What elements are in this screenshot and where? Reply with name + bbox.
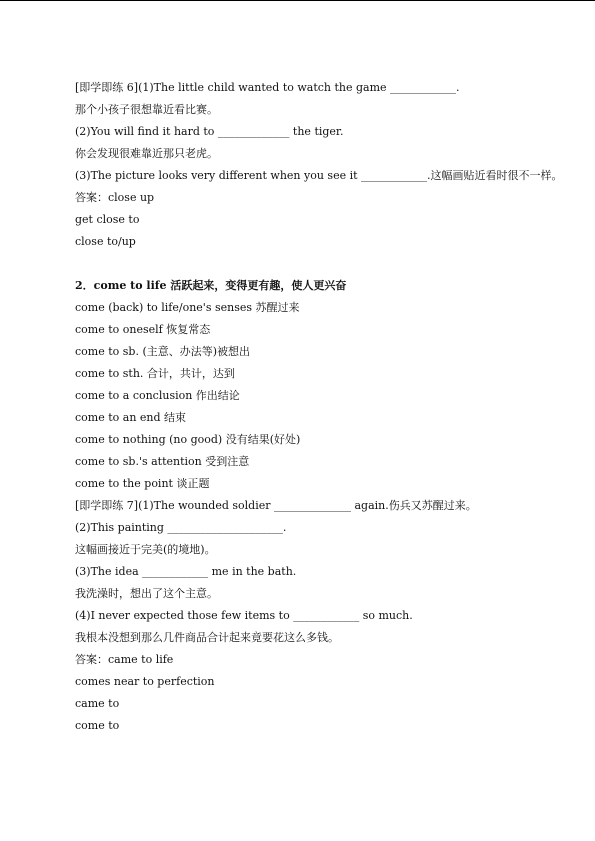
exercise-6-question-1: [即学即练 6](1)The little child wanted to watch the game ____________. (75, 81, 460, 94)
exercise-7-translation-2: 这幅画接近于完美(的境地)。 (75, 543, 216, 556)
top-rule (0, 0, 595, 1)
phrase-item: come to oneself 恢复常态 (75, 323, 211, 336)
exercise-6-translation-1: 那个小孩子很想靠近看比赛。 (75, 103, 218, 116)
phrase-item: come to sb.'s attention 受到注意 (75, 455, 250, 468)
phrase-item: come to the point 谈正题 (75, 477, 210, 490)
section-heading: 2．come to life 活跃起来，变得更有趣，使人更兴奋 (75, 279, 347, 292)
exercise-6-answer-2: get close to (75, 213, 140, 226)
exercise-6-answer-3: close to/up (75, 235, 136, 248)
section-gap (75, 253, 565, 275)
exercise-7-translation-3: 我洗澡时，想出了这个主意。 (75, 587, 218, 600)
phrase-item: come to an end 结束 (75, 411, 187, 424)
exercise-6-question-2: (2)You will find it hard to _____________ the tiger. (75, 125, 344, 138)
come-to-life-section (75, 275, 565, 737)
phrase-item: come to a conclusion 作出结论 (75, 389, 240, 402)
exercise-7-question-3: (3)The idea ____________ me in the bath. (75, 565, 297, 578)
exercise-7-question-1: [即学即练 7](1)The wounded soldier ______________ again.伤兵又苏醒过来。 (75, 499, 477, 512)
phrase-item: come to sth. 合计，共计，达到 (75, 367, 235, 380)
exercise-6-block (75, 77, 565, 253)
exercise-7-answer-2: comes near to perfection (75, 675, 215, 688)
exercise-7-question-2: (2)This painting _____________________. (75, 521, 287, 534)
phrase-item: come to nothing (no good) 没有结果(好处) (75, 433, 301, 446)
exercise-7-translation-4: 我根本没想到那么几件商品合计起来竟要花这么多钱。 (75, 631, 339, 644)
phrase-item: come to sb. (主意、办法等)被想出 (75, 345, 251, 358)
phrase-item: come (back) to life/one's senses 苏醒过来 (75, 301, 300, 314)
exercise-7-answer-3: came to (75, 697, 120, 710)
exercise-7-answer-4: come to (75, 719, 120, 732)
exercise-6-answer-label: 答案：close up (75, 191, 155, 204)
exercise-7-question-4: (4)I never expected those few items to ____________ so much. (75, 609, 413, 622)
exercise-7-answer-label: 答案：came to life (75, 653, 174, 666)
exercise-6-question-3: (3)The picture looks very different when you see it ____________.这幅画贴近看时很不一样。 (75, 169, 563, 182)
document-body (75, 77, 565, 737)
exercise-6-translation-2: 你会发现很难靠近那只老虎。 (75, 147, 218, 160)
